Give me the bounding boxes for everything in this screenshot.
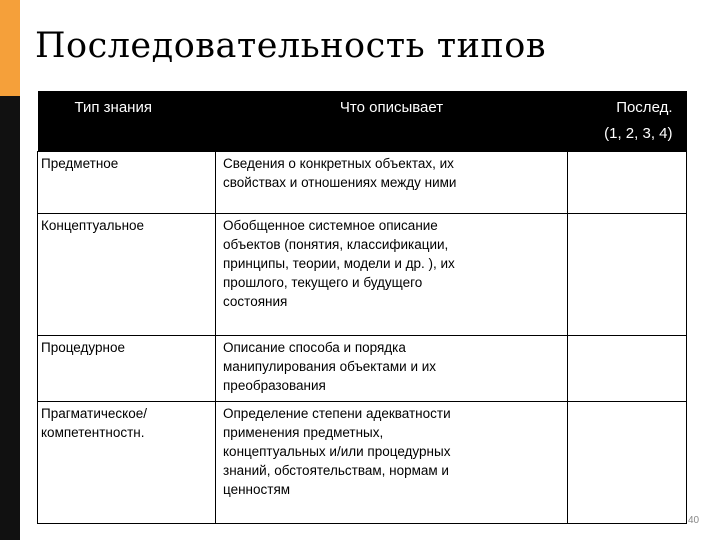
header-order-label: Послед. [616, 99, 673, 116]
accent-bar [0, 0, 20, 96]
desc-line: состояния [223, 294, 288, 309]
desc-line: Определение степени адекватности [223, 406, 451, 421]
desc-line: знаний, обстоятельствам, нормам и [223, 463, 449, 478]
type-cell [38, 152, 216, 214]
desc-line: объектов (понятия, классификации, [223, 237, 449, 252]
header-order-hint: (1, 2, 3, 4) [604, 125, 673, 142]
type-cell [38, 214, 216, 336]
header-order [568, 91, 687, 152]
table-row [38, 214, 687, 336]
slide-title: Последовательность типов [35, 26, 547, 66]
desc-line: манипулирования объектами и их [223, 359, 437, 374]
order-cell[interactable] [568, 214, 687, 336]
table-header-row [38, 91, 687, 152]
desc-line: концептуальных и/или процедурных [223, 444, 451, 459]
desc-line: Описание способа и порядка [223, 340, 406, 355]
table-row [38, 402, 687, 524]
order-cell[interactable] [568, 402, 687, 524]
header-description: Что описывает [216, 91, 568, 152]
order-cell[interactable] [568, 336, 687, 402]
table-row [38, 336, 687, 402]
type-line: Прагматическое/ [41, 406, 147, 421]
header-type: Тип знания [38, 91, 216, 152]
order-cell[interactable] [568, 152, 687, 214]
type-line: компетентностн. [41, 425, 145, 440]
knowledge-types-table [37, 91, 687, 524]
type-cell [38, 402, 216, 524]
page-number: 40 [688, 515, 700, 526]
type-line: Предметное [41, 156, 119, 171]
desc-line: прошлого, текущего и будущего [223, 275, 423, 290]
desc-line: применения предметных, [223, 425, 384, 440]
type-line: Процедурное [41, 340, 125, 355]
desc-line: ценностям [223, 482, 291, 497]
description-cell [216, 336, 568, 402]
desc-line: принципы, теории, модели и др. ), их [223, 256, 455, 271]
desc-line: Сведения о конкретных объектах, их [223, 156, 454, 171]
type-line: Концептуальное [41, 218, 145, 233]
description-cell [216, 214, 568, 336]
type-cell [38, 336, 216, 402]
table-row [38, 152, 687, 214]
description-cell [216, 152, 568, 214]
desc-line: свойствах и отношениях между ними [223, 175, 457, 190]
desc-line: Обобщенное системное описание [223, 218, 438, 233]
description-cell [216, 402, 568, 524]
side-bar [0, 96, 20, 540]
desc-line: преобразования [223, 378, 326, 393]
